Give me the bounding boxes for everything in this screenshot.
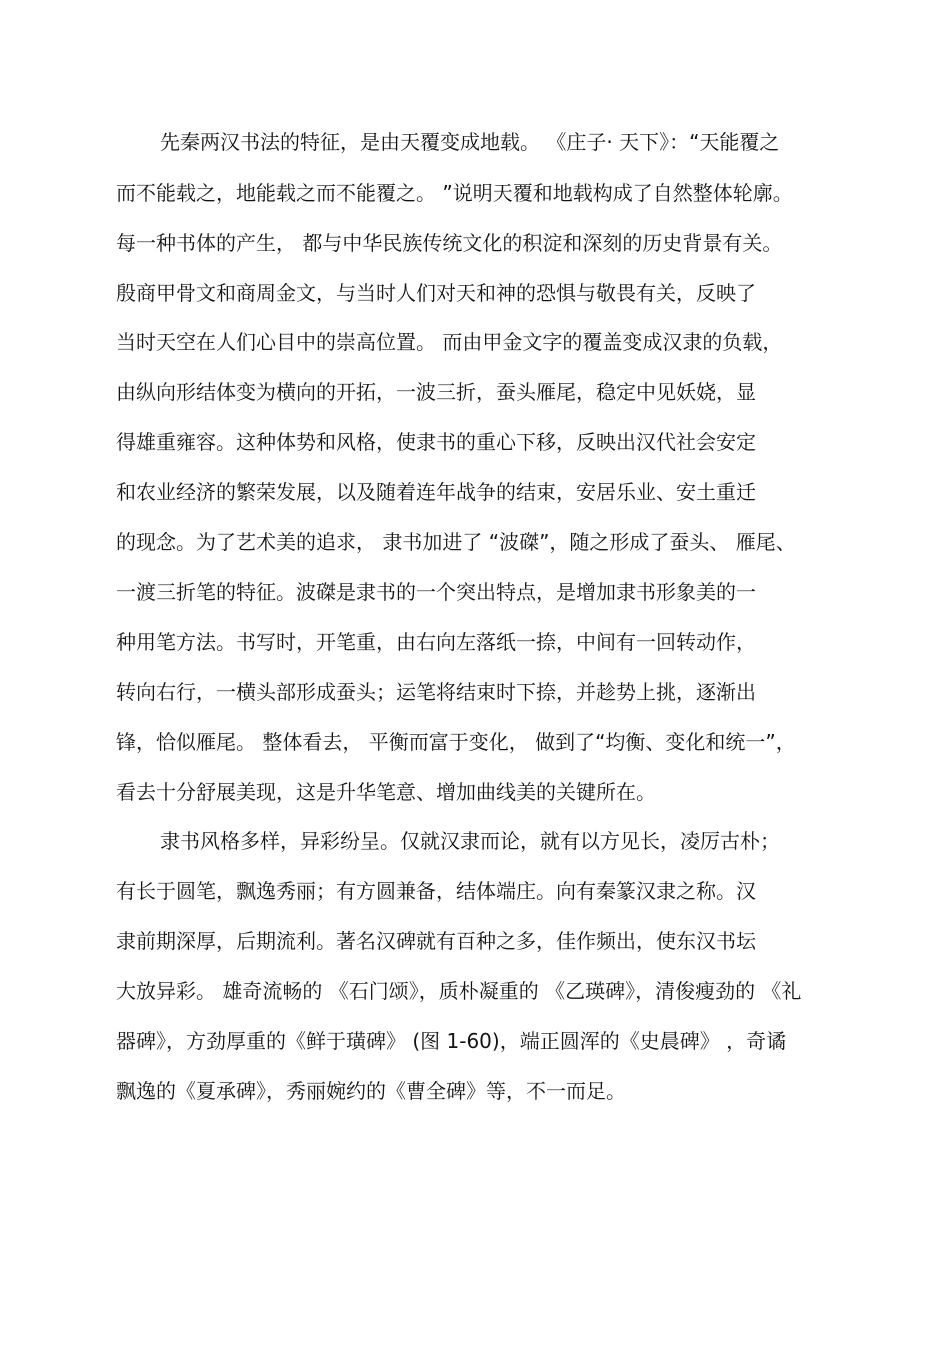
text-line: 器碑》，方劲厚重的《鲜于璜碑》 (图 1-60)，端正圆浑的《史晨碑》 ，奇谲	[116, 1029, 787, 1053]
text-line: 飘逸的《夏承碑》，秀丽婉约的《曹全碑》等，不一而足。	[116, 1079, 626, 1103]
text-line: 大放异彩。 雄奇流畅的 《石门颂》，质朴凝重的 《乙瑛碑》，清俊瘦劲的 《礼	[116, 979, 802, 1003]
text-line: 和农业经济的繁荣发展，以及随着连年战争的结束，安居乐业、安土重迁	[116, 480, 756, 504]
text-line: 锋，恰似雁尾。 整体看去， 平衡而富于变化， 做到了“均衡、变化和统一”，	[116, 730, 796, 754]
text-line: 的现念。为了艺术美的追求， 隶书加进了 “波磔”，随之形成了蚕头、 雁尾、	[116, 530, 796, 554]
text-line: 先秦两汉书法的特征，是由天覆变成地载。 《庄子· 天下》：“天能覆之	[160, 130, 780, 154]
text-line: 看去十分舒展美现，这是升华笔意、增加曲线美的关键所在。	[116, 780, 656, 804]
text-line: 隶书风格多样，异彩纷呈。仅就汉隶而论，就有以方见长，凌厉古朴；	[160, 829, 780, 853]
text-line: 当时天空在人们心目中的崇高位置。 而由甲金文字的覆盖变成汉隶的负载，	[116, 330, 783, 354]
text-line: 种用笔方法。书写时，开笔重，由右向左落纸一捺，中间有一回转动作，	[116, 630, 756, 654]
text-line: 每一种书体的产生， 都与中华民族传统文化的积淀和深刻的历史背景有关。	[116, 231, 783, 255]
text-line: 由纵向形结体变为横向的开拓，一波三折，蚕头雁尾，稳定中见妖娆，显	[116, 380, 756, 404]
text-line: 隶前期深厚，后期流利。著名汉碑就有百种之多，佳作频出，使东汉书坛	[116, 929, 756, 953]
text-line: 而不能载之，地能载之而不能覆之。 ”说明天覆和地载构成了自然整体轮廓。	[116, 181, 793, 205]
text-line: 有长于圆笔，飘逸秀丽；有方圆兼备，结体端庄。向有秦篆汉隶之称。汉	[116, 879, 756, 903]
text-line: 殷商甲骨文和商周金文，与当时人们对天和神的恐惧与敬畏有关，反映了	[116, 281, 756, 305]
text-line: 转向右行，一横头部形成蚕头；运笔将结束时下捺，并趁势上挑，逐渐出	[116, 680, 756, 704]
text-line: 一渡三折笔的特征。波磔是隶书的一个突出特点，是增加隶书形象美的一	[116, 580, 756, 604]
text-line: 得雄重雍容。这种体势和风格，使隶书的重心下移，反映出汉代社会安定	[116, 430, 756, 454]
